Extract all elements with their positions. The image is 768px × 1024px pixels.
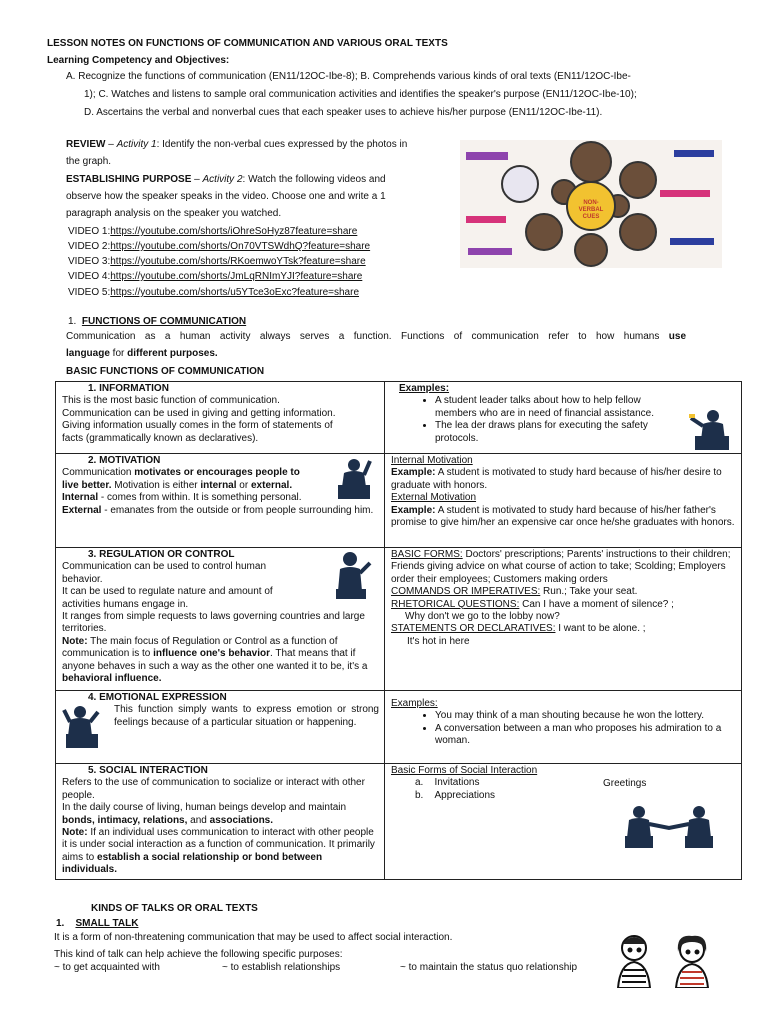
information-text: This is the most basic function of communication. — [62, 395, 280, 407]
nonverbal-cues-graph — [460, 140, 722, 268]
list-item: • The lea der draws plans for executing the safety protocols. — [435, 420, 676, 445]
basic-forms: BASIC FORMS: Doctors' prescriptions; Parents' instructions to their children; Friends giving advice on what course of action to take; Scolding; Employers order their employees; Customers making orders — [391, 549, 731, 585]
cell-information-right — [385, 382, 742, 454]
cell-social-right — [385, 764, 742, 880]
competency-heading: Learning Competency and Objectives: — [47, 55, 230, 66]
video-5[interactable]: VIDEO 5:https://youtube.com/shorts/u5YTce3oExc?feature=share — [68, 287, 360, 298]
svg-text:NON-: NON- — [583, 200, 599, 206]
information-text: facts (grammatically known as declaratives). — [62, 432, 259, 444]
objective-line-3: D. Ascertains the verbal and nonverbal cues that each speaker uses to achieve his/her purpose (EN11/12OC-Ibe-11). — [84, 107, 603, 118]
list-item: • A conversation between a man who proposes his admiration to a woman. — [435, 723, 736, 748]
emotional-figure-icon — [62, 704, 102, 748]
small-talk-definition: It is a form of non-threatening communication that may be used to affect social interaction. — [54, 932, 453, 943]
cell-motivation-right — [385, 454, 742, 548]
video-2[interactable]: VIDEO 2:https://youtube.com/shorts/On70VTSWdhQ?feature=share — [68, 241, 371, 252]
motivation-text: Communication motivates or encourages people to live better. Motivation is either internal or external. — [62, 467, 300, 491]
video-4[interactable]: VIDEO 4:https://youtube.com/shorts/JmLqRNImYJI?feature=share — [68, 271, 363, 282]
cell-social-left — [56, 764, 385, 880]
commands-imperatives: COMMANDS OR IMPERATIVES: Run.; Take your seat. — [391, 586, 638, 598]
cell-emotional-left — [56, 691, 385, 764]
rhetorical-questions-2: Why don't we go to the lobby now? — [405, 611, 560, 623]
chatting-people-icon — [610, 930, 720, 988]
examples-heading: Examples: — [399, 383, 450, 394]
internal-motivation-label: Internal Motivation — [391, 455, 473, 466]
cell-regulation-left — [56, 548, 385, 691]
emotional-heading: 4. EMOTIONAL EXPRESSION — [88, 692, 227, 703]
regulation-note: Note: The main focus of Regulation or Control as a function of communication is to influence one's behavior. That means that if anyone behaves in such a way as the other one wanted it to be, it's a behavioral influence. — [62, 635, 368, 685]
establishing-line-1: ESTABLISHING PURPOSE – Activity 2: Watch the following videos and — [66, 174, 386, 185]
cell-regulation-right — [385, 548, 742, 691]
rhetorical-questions: RHETORICAL QUESTIONS: Can I have a moment of silence? ; — [391, 598, 674, 610]
regulation-text: behavior. — [62, 573, 103, 585]
motivation-external: External - emanates from the outside or from people surrounding him. — [62, 504, 374, 516]
table-row-emotional — [56, 691, 742, 764]
purpose-3: ~ to maintain the status quo relationship — [400, 962, 578, 973]
social-form-greetings: Greetings — [603, 778, 647, 789]
regulation-text: Communication can be used to control human — [62, 561, 267, 573]
svg-text:VERBAL: VERBAL — [578, 207, 604, 213]
cell-motivation-left — [56, 454, 385, 548]
purpose-2: ~ to establish relationships — [222, 962, 341, 973]
regulation-heading: 3. REGULATION OR CONTROL — [88, 549, 235, 560]
review-line-2: the graph. — [66, 156, 112, 167]
review-line-1: REVIEW – Activity 1: Identify the non-verbal cues expressed by the photos in — [66, 139, 408, 150]
table-row-social — [56, 764, 742, 880]
external-motivation-example: Example: A student is motivated to study hard because of his/her father's promise to give him/her an expensive car once he/she graduates with honors. — [391, 504, 735, 529]
functions-paragraph-1: Communication as a human activity always serves a function. Functions of communication refer to how humans use — [66, 331, 687, 342]
small-talk-purposes: This kind of talk can help achieve the following specific purposes: — [54, 949, 343, 960]
social-heading: 5. SOCIAL INTERACTION — [88, 765, 208, 776]
information-heading: 1. INFORMATION — [88, 383, 169, 394]
functions-paragraph-2: language for different purposes. — [66, 348, 218, 359]
list-item: • You may think of a man shouting because he won the lottery. — [435, 710, 736, 722]
emotional-text: This function simply wants to express emotion or strong feelings because of a particular situation or happening. — [114, 704, 379, 728]
kinds-heading: KINDS OF TALKS OR ORAL TEXTS — [91, 903, 258, 914]
table-row-motivation — [56, 454, 742, 548]
establishing-line-2: observe how the speaker speaks in the video. Choose one and write a 1 — [66, 191, 386, 202]
motivator-figure-icon — [332, 457, 374, 499]
cell-emotional-right — [385, 691, 742, 764]
social-note: Note: If an individual uses communication to interact with other people it is under social interaction as a function of communication. It primarily aims to establish a social relationship or bond between individuals. — [62, 827, 375, 876]
establishing-line-3: paragraph analysis on the speaker you watched. — [66, 208, 282, 219]
objective-line-1: A. Recognize the functions of communication (EN11/12OC-Ibe-8); B. Comprehends various kinds of oral texts (EN11/12OC-Ibe- — [66, 71, 631, 82]
motivation-heading: 2. MOTIVATION — [88, 455, 161, 466]
social-form-a: a. Invitations — [415, 777, 480, 789]
information-text: Giving information usually comes in the form of statements of — [62, 420, 333, 432]
purpose-1: ~ to get acquainted with — [54, 962, 160, 973]
svg-text:CUES: CUES — [582, 214, 600, 220]
speaker-figure-icon — [685, 408, 731, 450]
social-text: Refers to the use of communication to socialize or interact with other people. — [62, 777, 365, 801]
regulation-text: activities humans engage in. — [62, 598, 189, 610]
statements-declaratives: STATEMENTS OR DECLARATIVES: I want to be alone. ; — [391, 623, 646, 635]
social-text-2: In the daily course of living, human beings develop and maintain bonds, intimacy, relations, and associations. — [62, 802, 347, 826]
internal-motivation-example: Example: A student is motivated to study hard because of his/her desire to graduate with honors. — [391, 467, 722, 491]
external-motivation-label: External Motivation — [391, 492, 477, 504]
social-forms-heading: Basic Forms of Social Interaction — [391, 765, 538, 776]
page-title: LESSON NOTES ON FUNCTIONS OF COMMUNICATION AND VARIOUS ORAL TEXTS — [47, 38, 448, 49]
basic-functions-heading: BASIC FUNCTIONS OF COMMUNICATION — [66, 366, 265, 377]
handshake-figure-icon — [617, 802, 721, 850]
table-row-regulation — [56, 548, 742, 691]
motivation-internal: Internal - comes from within. It is something personal. — [62, 492, 302, 504]
video-1[interactable]: VIDEO 1:https://youtube.com/shorts/iOhreSoHyz87feature=share — [68, 226, 358, 237]
objective-line-2: 1); C. Watches and listens to sample oral communication activities and identifies the speaker's purpose (EN11/12OC-Ibe-10); — [84, 89, 637, 100]
video-3[interactable]: VIDEO 3:https://youtube.com/shorts/RKoemwoYTsk?feature=share — [68, 256, 366, 267]
social-form-b: b. Appreciations — [415, 789, 496, 801]
statements-declaratives-2: It's hot in here — [407, 635, 470, 647]
functions-table — [55, 381, 742, 880]
table-row-information — [56, 382, 742, 454]
controller-figure-icon — [332, 551, 376, 599]
cell-information-left — [56, 382, 385, 454]
examples-heading: Examples: — [391, 698, 438, 709]
list-item: • A student leader talks about how to help fellow members who are in need of financial assistance. — [435, 395, 676, 420]
information-text: Communication can be used in giving and getting information. — [62, 407, 336, 419]
regulation-text: It ranges from simple requests to laws governing countries and large territories. — [62, 611, 365, 635]
regulation-text: It can be used to regulate nature and amount of — [62, 586, 273, 598]
functions-heading: 1. FUNCTIONS OF COMMUNICATION — [68, 316, 247, 327]
small-talk-heading: 1. SMALL TALK — [56, 918, 139, 929]
